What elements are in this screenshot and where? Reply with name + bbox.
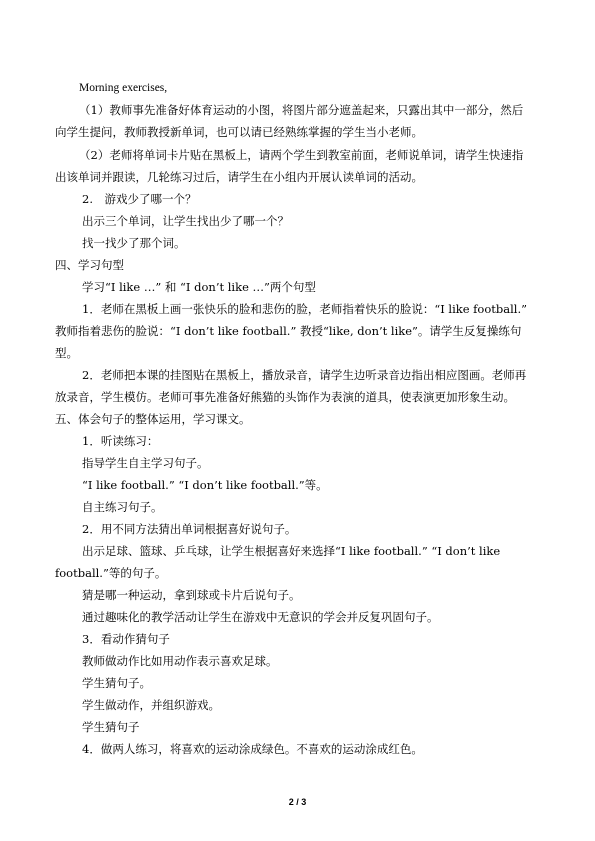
section-heading: 五、体会句子的整体运用，学习课文。 (55, 412, 251, 426)
text-line: 2. 游戏少了哪一个？ (82, 192, 197, 206)
text-line: 教师指着悲伤的脸说：“I don’t like football.” 教授“like, don’t like”。请学生反复操练句 (55, 324, 522, 338)
text-line: 2．老师把本课的挂图贴在黑板上，播放录音，请学生边听录音边指出相应图画。老师再 (82, 368, 527, 382)
text-line: 出示三个单词，让学生找出少了哪一个？ (82, 214, 289, 228)
text-line: football.”等的句子。 (55, 566, 167, 580)
text-line: 学生猜句子。 (82, 676, 151, 690)
text-line: 自主练习句子。 (82, 500, 163, 514)
text-line: 出该单词并跟读，几轮练习过后，请学生在小组内开展认读单词的活动。 (55, 170, 423, 184)
text-line: 教师做动作比如用动作表示喜欢足球。 (82, 654, 278, 668)
text-line: 1．听读练习： (82, 434, 159, 448)
section-heading: 四、学习句型 (55, 258, 124, 272)
text-line: （2）老师将单词卡片贴在黑板上，请两个学生到教室前面，老师说单词，请学生快速指 (79, 148, 524, 162)
text-line: 型。 (55, 346, 78, 360)
text-line: 出示足球、篮球、乒乓球，让学生根据喜好来选择“I like football.” “I don’t like (82, 544, 501, 558)
text-line: 4．做两人练习，将喜欢的运动涂成绿色。不喜欢的运动涂成红色。 (82, 742, 423, 756)
text-line: 学生做动作，并组织游戏。 (82, 698, 220, 712)
text-line: 学生猜句子 (82, 720, 140, 734)
text-line: 1．老师在黑板上画一张快乐的脸和悲伤的脸，老师指着快乐的脸说：“I like football.” (82, 302, 528, 316)
text-line: 找一找少了那个词。 (82, 236, 186, 250)
page-number: 2 / 3 (288, 797, 307, 807)
text-line: 向学生提问，教师教授新单词，也可以请已经熟练掌握的学生当小老师。 (55, 125, 423, 139)
text-line: Morning exercises, (79, 82, 168, 94)
text-line: （1）教师事先准备好体育运动的小图，将图片部分遮盖起来，只露出其中一部分，然后 (79, 103, 524, 117)
text-line: 通过趣味化的教学活动让学生在游戏中无意识的学会并反复巩固句子。 (82, 610, 439, 624)
text-line: 放录音，学生模仿。老师可事先准备好熊猫的头饰作为表演的道具，使表演更加形象生动。 (55, 390, 515, 404)
text-line: 3．看动作猜句子 (82, 632, 170, 646)
text-line: 猜是哪一种运动，拿到球或卡片后说句子。 (82, 588, 301, 602)
text-line: “I like football.” “I don’t like football.”等。 (82, 478, 328, 492)
text-line: 学习“I like …” 和 “I don’t like …”两个句型 (82, 280, 316, 294)
text-line: 指导学生自主学习句子。 (82, 456, 209, 470)
text-line: 2．用不同方法猜出单词根据喜好说句子。 (82, 522, 297, 536)
